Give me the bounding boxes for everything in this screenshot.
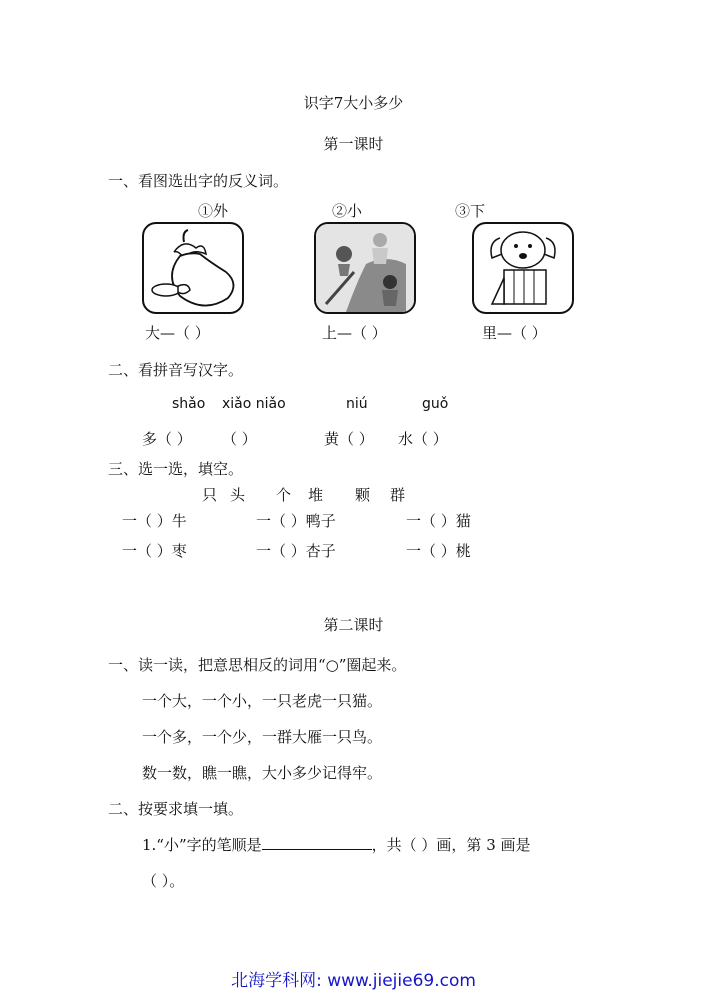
l1-q1-prompt: 一、看图选出字的反义词。 [108,172,289,190]
children-slide-icon [316,224,414,312]
word-2: 头 [230,486,246,504]
option-2: ②小 [332,202,363,220]
stroke-order-label: 1.“小”字的笔顺是 [142,836,262,854]
hanzi-item-1: 多（ ） [142,430,192,448]
dog-in-box-icon [474,224,572,312]
option-1: ①外 [198,202,229,220]
reading-line-3: 数一数，瞧一瞧，大小多少记得牢。 [142,764,383,782]
answer-2: 上—（ ） [322,324,387,342]
fill-1-1: 一（ ）牛 [122,512,187,530]
l1-q2-prompt: 二、看拼音写汉字。 [108,361,244,379]
word-3: 个 [276,486,292,504]
stroke-order-blank[interactable] [262,835,372,850]
word-1: 只 [202,486,218,504]
eggplant-icon [144,224,242,312]
answer-3: 里—（ ） [482,324,547,342]
third-stroke-blank: （ ）。 [142,872,185,890]
stroke-order-question [142,834,531,855]
hanzi-item-4: 水（ ） [398,430,448,448]
answer-1: 大—（ ） [145,324,210,342]
fill-2-2: 一（ ）杏子 [256,542,336,560]
fill-2-3: 一（ ）桃 [406,542,471,560]
option-3: ③下 [455,202,486,220]
word-5: 颗 [355,486,371,504]
word-6: 群 [390,486,406,504]
hanzi-item-2: （ ） [222,430,257,448]
pinyin-1: shǎo [172,396,206,412]
word-4: 堆 [308,486,324,504]
dog-box-picture [472,222,574,314]
pinyin-3: niú [346,396,368,412]
page-title: 识字7大小多少 [303,94,404,112]
footer-watermark: 北海学科网: www.jiejie69.com [231,971,476,991]
pinyin-2: xiǎo niǎo [222,396,286,412]
eggplant-picture [142,222,244,314]
fill-1-2: 一（ ）鸭子 [256,512,336,530]
reading-line-2: 一个多，一个少，一群大雁一只鸟。 [142,728,383,746]
stroke-count-label: ，共（ ）画，第 3 画是 [371,836,531,854]
l1-q3-prompt: 三、选一选，填空。 [108,460,244,478]
slide-picture [314,222,416,314]
hanzi-item-3: 黄（ ） [324,430,374,448]
l2-q1-prompt: 一、读一读，把意思相反的词用“○”圈起来。 [108,656,407,674]
lesson2-heading: 第二课时 [323,616,384,634]
lesson1-heading: 第一课时 [323,135,384,153]
l2-q2-prompt: 二、按要求填一填。 [108,800,244,818]
reading-line-1: 一个大，一个小，一只老虎一只猫。 [142,692,383,710]
pinyin-4: guǒ [422,396,449,412]
fill-2-1: 一（ ）枣 [122,542,187,560]
fill-1-3: 一（ ）猫 [406,512,471,530]
